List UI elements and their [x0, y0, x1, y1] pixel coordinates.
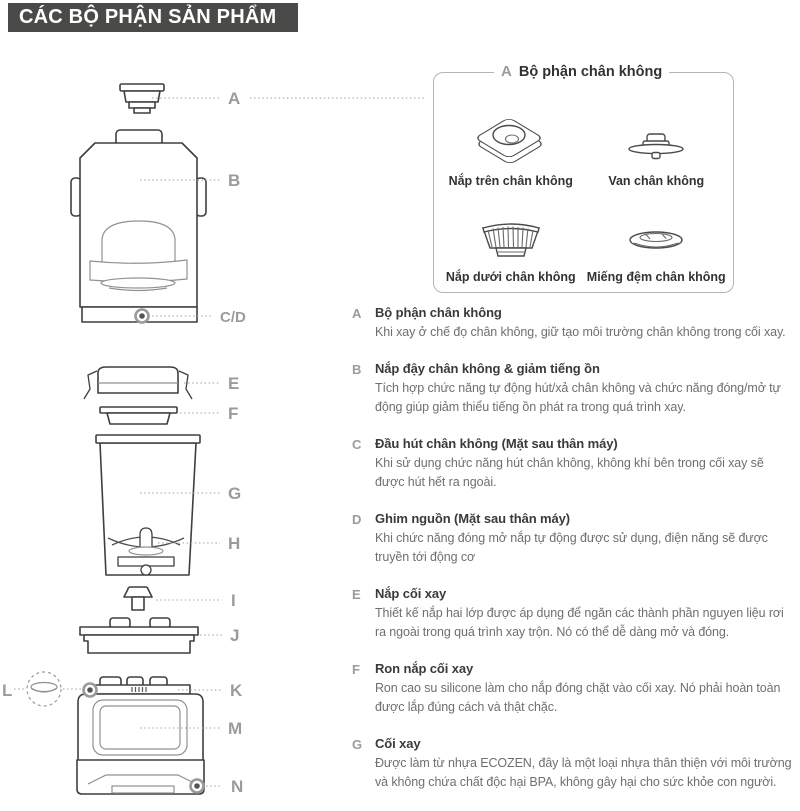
- section-title: Đầu hút chân không (Mặt sau thân máy): [375, 436, 618, 451]
- vacuum-part-label: Nắp dưới chân không: [445, 270, 576, 284]
- section-letter: G: [352, 737, 363, 752]
- section-c: [352, 436, 794, 492]
- section-letter: E: [352, 587, 361, 602]
- section-e: [352, 586, 794, 642]
- motor-base-drawing: [77, 677, 204, 794]
- section-b: [352, 361, 794, 417]
- part-label-e: E: [228, 374, 240, 393]
- section-title: Ron nắp cối xay: [375, 661, 474, 676]
- section-title: Cối xay: [375, 736, 421, 751]
- vacuum-box-title: Bộ phận chân không: [518, 64, 663, 80]
- vacuum-top-lid-icon: [456, 108, 566, 170]
- section-letter: A: [352, 306, 362, 321]
- part-label-n: N: [231, 777, 244, 796]
- section-title: Ghim nguồn (Mặt sau thân máy): [375, 511, 570, 526]
- vacuum-box-legend: [494, 63, 669, 81]
- section-body: Khi sử dụng chức năng hút chân không, không khí bên trong cối xay sẽ được hút hết ra ngoài.: [375, 456, 764, 489]
- jar-lid-drawing: [84, 367, 192, 399]
- vacuum-part-label: Miếng đệm chân không: [586, 270, 726, 284]
- part-label-h: H: [228, 534, 241, 553]
- part-label-m: M: [228, 719, 243, 738]
- part-label-j: J: [230, 626, 240, 645]
- plug-drawing: [124, 587, 152, 610]
- section-f: [352, 661, 794, 717]
- vacuum-valve-icon: [601, 108, 711, 170]
- vacuum-part-label: Nắp trên chân không: [448, 173, 573, 188]
- section-body: Ron cao su silicone làm cho nắp đóng chặt vào cối xay. Nó phải hoàn toàn được lắp đúng cách và thật chặc.: [375, 681, 781, 714]
- vacuum-part-item: [584, 188, 730, 285]
- section-body: Tích hợp chức năng tự động hút/xả chân không và chức năng đóng/mở tự động giúp giảm thiểu tiếng ồn phát ra trong quá trình xay.: [375, 381, 781, 414]
- part-label-k: K: [230, 681, 243, 700]
- vacuum-lid-drawing: [71, 130, 206, 323]
- vacuum-gasket-icon: [601, 204, 711, 266]
- gasket-drawing: [2, 672, 82, 706]
- section-body: Được làm từ nhựa ECOZEN, đây là một loại nhựa thân thiện với môi trường và không chứa chất độc hại BPA, không gây hại cho sức khỏe con người.: [375, 756, 792, 789]
- part-label-g: G: [228, 484, 242, 503]
- vacuum-part-item: [438, 91, 584, 188]
- section-letter: C: [352, 437, 362, 452]
- part-label-b: B: [228, 171, 241, 190]
- section-letter: F: [352, 662, 360, 677]
- section-body: Thiết kế nắp hai lớp được áp dụng để ngăn các thành phần nguyen liệu rơi ra ngoài trong quá trình xay trộn. Nó có thể dễ dàng mở và đóng.: [375, 606, 784, 639]
- vacuum-part-label: Van chân không: [608, 173, 705, 188]
- section-title: Nắp đậy chân không & giảm tiếng ồn: [375, 361, 600, 376]
- base-lid-drawing: [80, 618, 198, 653]
- part-label-cd: C/D: [220, 309, 246, 326]
- section-body: Khi xay ở chế đọ chân không, giữ tạo môi trường chân không trong cối xay.: [375, 325, 786, 339]
- section-letter: B: [352, 362, 362, 377]
- vacuum-part-item: [584, 91, 730, 188]
- jar-drawing: [96, 435, 200, 575]
- section-title: Nắp cối xay: [375, 586, 447, 601]
- part-label-l: L: [2, 681, 13, 700]
- section-g: [352, 736, 794, 792]
- section-body: Khi chức năng đóng mở nắp tự động được sử dụng, điện năng sẽ được truyền tới động cơ: [375, 531, 768, 564]
- vacuum-box-letter: A: [501, 63, 512, 80]
- section-d: [352, 511, 794, 567]
- part-descriptions: [352, 305, 794, 811]
- vacuum-part-item: [438, 188, 584, 285]
- part-label-i: I: [231, 591, 236, 610]
- page-title: CÁC BỘ PHẬN SẢN PHẨM: [8, 3, 298, 32]
- vacuum-parts-grid: [434, 73, 733, 292]
- section-title: Bộ phận chân không: [375, 305, 502, 320]
- lid-gasket-drawing: [100, 407, 177, 424]
- part-label-f: F: [228, 404, 239, 423]
- vacuum-parts-box: [433, 63, 734, 293]
- section-a: [352, 305, 794, 342]
- section-letter: D: [352, 512, 362, 527]
- part-label-a: A: [228, 89, 241, 108]
- vacuum-bottom-lid-icon: [456, 204, 566, 266]
